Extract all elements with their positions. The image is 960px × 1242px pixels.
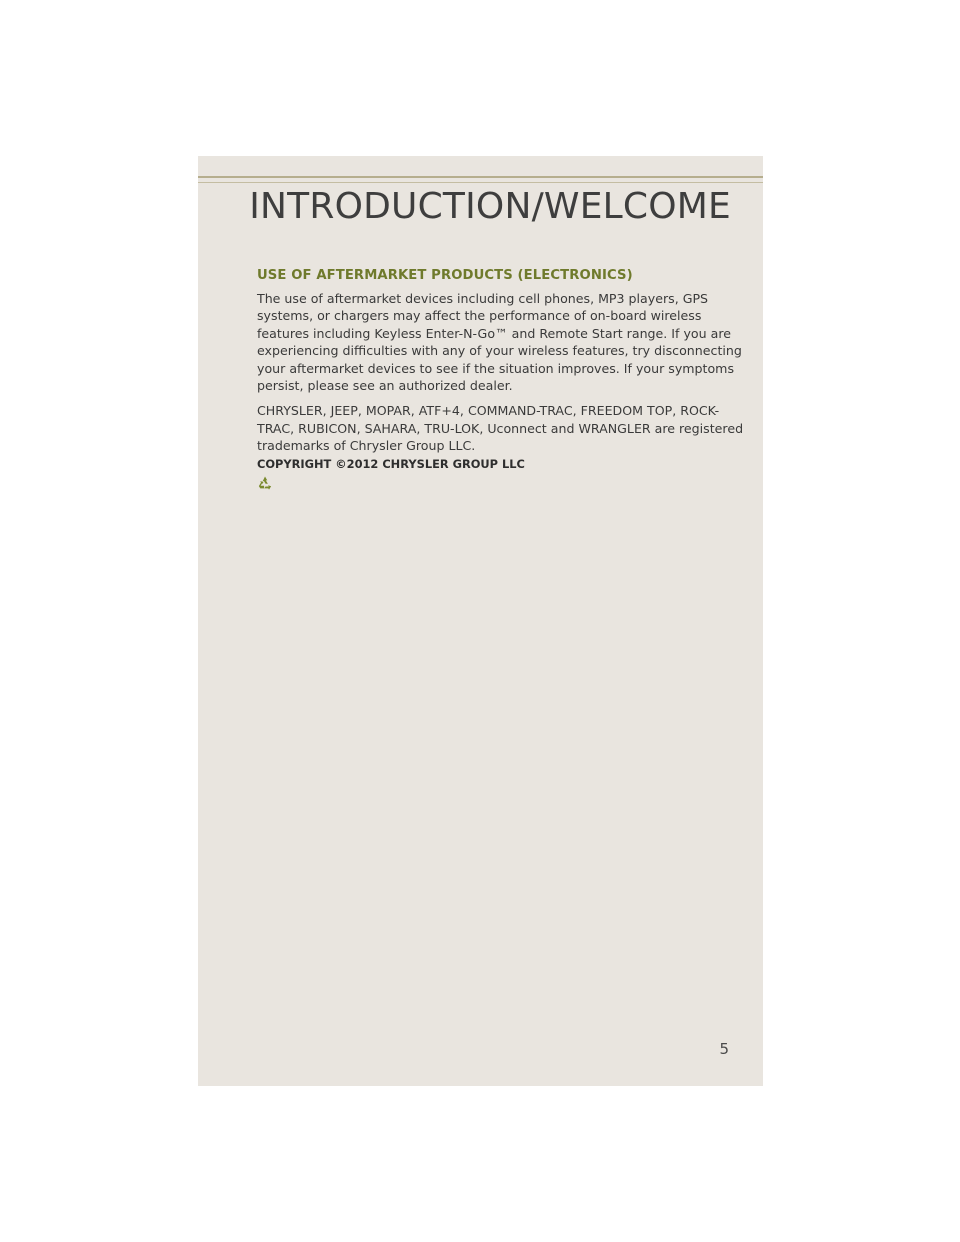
trademark-paragraph: CHRYSLER, JEEP, MOPAR, ATF+4, COMMAND-TRAC, FREEDOM TOP, ROCK-TRAC, RUBICON, SAHARA, TRU-LOK, Uconnect and WRANGLER are registered trademarks of Chrysler Group LLC. — [257, 403, 744, 454]
header-rule-thin — [198, 182, 763, 183]
article-heading: USE OF AFTERMARKET PRODUCTS (ELECTRONICS) — [257, 268, 633, 283]
page-panel — [198, 156, 763, 1086]
body-paragraph: The use of aftermarket devices including cell phones, MP3 players, GPS systems, or chargers may affect the performance of on-board wireless features including Keyless Enter-N-Go™ and Remote Start range. If you are experiencing difficulties with any of your wireless features, try disconnecting your aftermarket devices to see if the situation improves. If your symptoms persist, please see an authorized dealer. — [257, 291, 742, 394]
header-rule — [198, 176, 763, 178]
page-number: 5 — [719, 1040, 729, 1058]
section-title: INTRODUCTION/WELCOME — [249, 186, 731, 227]
article-content — [257, 268, 747, 491]
recycle-icon — [257, 475, 273, 491]
copyright-notice: COPYRIGHT ©2012 CHRYSLER GROUP LLC — [257, 456, 525, 471]
